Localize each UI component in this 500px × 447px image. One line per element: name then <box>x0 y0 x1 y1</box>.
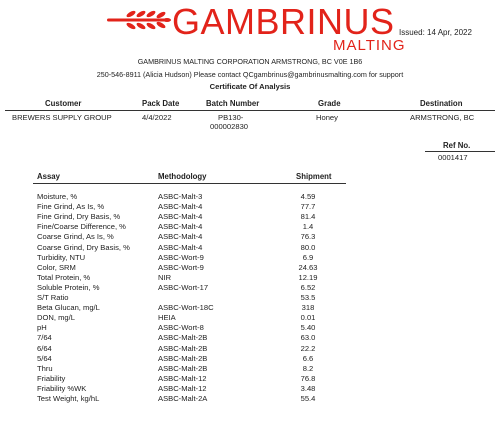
table-row <box>0 243 500 253</box>
assay-value: 55.4 <box>300 394 316 403</box>
assay-value: 3.48 <box>300 383 316 393</box>
assay-value: 5.40 <box>300 323 316 333</box>
table-row <box>0 232 500 242</box>
wheat-logo-icon <box>107 6 171 34</box>
brand-subtitle: MALTING <box>333 37 406 54</box>
assay-method: ASBC-Malt-4 <box>158 242 203 252</box>
table-row <box>0 374 500 384</box>
assay-method: ASBC-Malt-4 <box>158 232 203 242</box>
assay-name: Moisture, % <box>37 192 78 201</box>
assay-method: NIR <box>158 272 172 282</box>
assay-value: 1.4 <box>302 222 314 232</box>
assay-name: Coarse Grind, As Is, % <box>37 232 114 242</box>
assay-value: 318 <box>301 303 315 313</box>
assay-value: 6.52 <box>300 282 316 292</box>
assay-name: Beta Glucan, mg/L <box>37 303 100 313</box>
col-header-methodology: Methodology <box>158 172 207 181</box>
pack-date-value: 4/4/2022 <box>142 113 172 122</box>
grade-value: Honey <box>316 113 338 122</box>
assay-method: HEIA <box>158 313 176 323</box>
assay-name: 5/64 <box>37 353 52 363</box>
table-row <box>0 384 500 394</box>
assay-method: ASBC-Wort-17 <box>158 282 209 292</box>
table-row <box>0 222 500 232</box>
col-header-pack-date: Pack Date <box>142 99 180 108</box>
assay-value: 4.59 <box>300 192 316 201</box>
assay-method: ASBC-Wort-8 <box>158 323 204 333</box>
assay-method: ASBC-Wort-9 <box>158 262 204 272</box>
table-row <box>0 364 500 374</box>
assay-name: Thru <box>37 363 53 373</box>
assay-value: 8.2 <box>302 363 314 373</box>
table-row <box>0 202 500 212</box>
brand-wordmark: GAMBRINUS <box>172 1 395 42</box>
table-row <box>0 313 500 323</box>
table-row <box>0 344 500 354</box>
assay-name: Fine Grind, As Is, % <box>37 202 105 212</box>
col-header-shipment: Shipment <box>296 172 332 181</box>
assay-name: S/T Ratio <box>37 293 69 302</box>
table-row <box>0 303 500 313</box>
assay-name: Total Protein, % <box>37 272 91 282</box>
table-row <box>0 323 500 333</box>
assay-method: ASBC-Malt-2B <box>158 343 208 353</box>
assay-value: 0.01 <box>300 313 316 323</box>
ref-no-value: 0001417 <box>438 153 468 162</box>
assay-value: 63.0 <box>300 333 316 343</box>
assay-name: Friability %WK <box>37 383 87 393</box>
table-row <box>0 283 500 293</box>
assay-name: Fine/Coarse Difference, % <box>37 222 126 232</box>
batch-number-line2: 000002830 <box>210 122 249 131</box>
batch-number-line1: PB130- <box>218 113 244 122</box>
table-row <box>0 354 500 364</box>
assay-value: 24.63 <box>298 262 318 272</box>
assay-value: 22.2 <box>300 343 316 353</box>
assay-name: Friability <box>37 373 66 383</box>
assay-header-divider <box>33 183 346 184</box>
table-row <box>0 253 500 263</box>
col-header-customer: Customer <box>45 99 82 108</box>
contact-line: 250-546-8911 (Alicia Hudson) Please contact QCgambrinus@gambrinusmalting.com for support <box>96 70 404 79</box>
assay-name: pH <box>37 323 47 333</box>
table-row <box>0 394 500 404</box>
assay-name: 7/64 <box>37 333 52 343</box>
assay-method: ASBC-Malt-2B <box>158 353 208 363</box>
assay-method: ASBC-Malt-4 <box>158 202 203 212</box>
table-row <box>0 263 500 273</box>
assay-value: 76.8 <box>300 373 316 383</box>
assay-method: ASBC-Malt-4 <box>158 222 203 232</box>
document-title: Certificate Of Analysis <box>209 82 291 91</box>
company-address: GAMBRINUS MALTING CORPORATION ARMSTRONG, BC V0E 1B6 <box>137 57 363 66</box>
col-header-assay: Assay <box>37 172 60 181</box>
col-header-grade: Grade <box>318 99 341 108</box>
assay-value: 80.0 <box>300 242 316 252</box>
col-header-batch-number: Batch Number <box>206 99 260 108</box>
assay-method: ASBC-Malt-2A <box>158 394 208 403</box>
assay-value: 76.3 <box>300 232 316 242</box>
assay-method: ASBC-Malt-2B <box>158 363 208 373</box>
assay-method: ASBC-Malt-3 <box>158 192 203 201</box>
header-divider <box>5 110 495 111</box>
assay-method: ASBC-Malt-12 <box>158 383 207 393</box>
assay-method: ASBC-Malt-12 <box>158 373 207 383</box>
table-row <box>0 212 500 222</box>
assay-method: ASBC-Malt-4 <box>158 212 203 222</box>
assay-value: 6.9 <box>302 252 314 262</box>
destination-value: ARMSTRONG, BC <box>410 113 475 122</box>
assay-method: ASBC-Malt-2B <box>158 333 208 343</box>
col-header-destination: Destination <box>420 99 463 108</box>
table-row <box>0 333 500 343</box>
assay-name: Test Weight, kg/hL <box>37 394 100 403</box>
assay-name: DON, mg/L <box>37 313 75 323</box>
assay-name: 6/64 <box>37 343 52 353</box>
assay-value: 12.19 <box>298 272 318 282</box>
assay-name: Color, SRM <box>37 262 76 272</box>
issued-date: Issued: 14 Apr, 2022 <box>399 28 472 37</box>
assay-value: 81.4 <box>300 212 316 222</box>
ref-no-label: Ref No. <box>443 141 471 150</box>
table-row <box>0 192 500 202</box>
assay-name: Turbidity, NTU <box>37 252 86 262</box>
assay-method: ASBC-Wort-9 <box>158 252 204 262</box>
table-row <box>0 293 500 303</box>
table-row <box>0 273 500 283</box>
assay-value: 77.7 <box>300 202 316 212</box>
assay-method: ASBC-Wort-18C <box>158 303 214 313</box>
assay-name: Fine Grind, Dry Basis, % <box>37 212 121 222</box>
assay-name: Soluble Protein, % <box>37 282 100 292</box>
assay-value: 6.6 <box>302 353 314 363</box>
assay-name: Coarse Grind, Dry Basis, % <box>37 242 130 252</box>
customer-value: BREWERS SUPPLY GROUP <box>12 113 112 122</box>
ref-divider <box>425 151 495 152</box>
assay-value: 53.5 <box>300 293 316 302</box>
